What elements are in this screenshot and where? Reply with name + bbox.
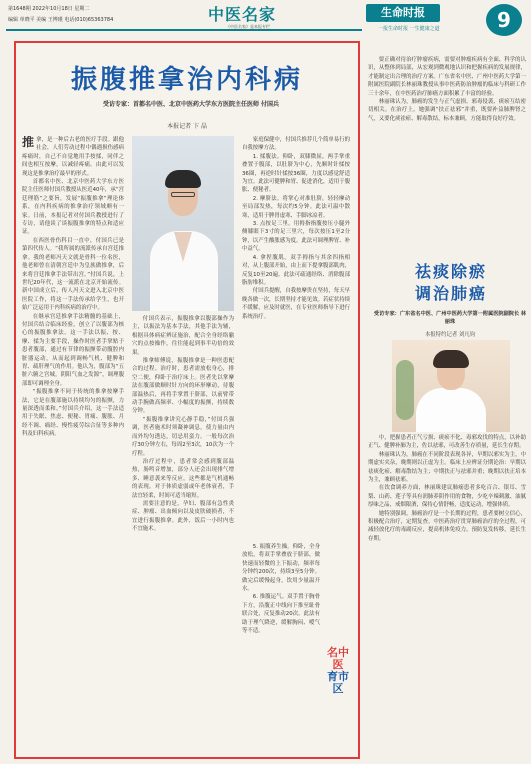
page-header bbox=[0, 0, 531, 38]
vertical-tag-a: 名中医 bbox=[327, 646, 349, 671]
section-title: 中医名家 bbox=[208, 5, 277, 24]
photo-plant bbox=[396, 360, 414, 420]
sidebar-intro-paragraph: 林丽珠认为，肺癌的发生与正气虚损、邪毒侵袭、痰瘀互结密切相关。在治疗上，她强调“扶正祛邪”并重，既要补益肺脾肾之气，又要化痰祛瘀、解毒散结，标本兼顾，方能取得良好疗效。 bbox=[368, 99, 526, 122]
column-3-paragraph: 家庭保健中，付国兵推荐几个简单易行的自我按摩方法。 bbox=[242, 137, 350, 152]
issue-info: 第1648期 2022年10月18日 星期二 bbox=[8, 6, 90, 12]
newspaper-logo: 生命时报 bbox=[366, 4, 440, 22]
sidebar-intro-paragraph: 要正确对待治疗肿瘤疾病，需要对肿瘤疾病有全面、科学的认识，从整体到局部，从宏观到微观地认识和把握疾病的发展规律，才能制定出合理的治疗方案。广东省名中医、广州中医药大学第一附属医院副院长林丽珠教授从事中医药防治肿瘤的临床与科研工作三十余年，在中医药治疗肺癌方面积累了丰富的经验。 bbox=[368, 57, 526, 97]
sidebar-body bbox=[368, 434, 526, 756]
sidebar-intro bbox=[368, 56, 526, 256]
sidebar-reporter: 本报特约记者 刘凡钧 bbox=[424, 332, 476, 338]
photo-white-coat bbox=[416, 388, 486, 432]
sidebar-body-paragraph: 中，把握患者正气亏损、痰瘀不化、毒邪攻伐的特点，以补助正气、健脾补肺为主，佐以祛邪，可改善生存质量，延长生存期。 bbox=[368, 435, 526, 450]
column-1-paragraph: 拿，是一种后古老的医疗手段。跟他社会，人们劳动过程中偶遇损伤感病疼痛时，自己不自觉地用手按揉，同伴之间也相互按摩，以减轻疼痛。由此可以发现这是推拿治疗最早的形式。 bbox=[22, 137, 124, 177]
column-1-text bbox=[22, 136, 124, 439]
vertical-tag-b: 育市区 bbox=[327, 670, 349, 695]
sidebar-title bbox=[376, 261, 526, 305]
newspaper-slogan: 一报生命时报 一生健康之道 bbox=[378, 26, 440, 32]
article-column-4 bbox=[242, 543, 320, 754]
expert-photo bbox=[132, 136, 234, 311]
sidebar-title-line: 祛痰除瘀 bbox=[414, 262, 487, 281]
column-4-paragraph: 5. 振腹养生操。仰卧，全身放松，将双手掌叠放于脐部，做快速而轻微的上下振动，频率每分钟约200次，持续3至5分钟。做完后缓慢起身，饮用少量温开水。 bbox=[242, 544, 320, 593]
article-column-3 bbox=[242, 136, 350, 544]
main-article[interactable] bbox=[14, 41, 360, 759]
sidebar-body-paragraph: 她特别强调，肺癌治疗是一个长期的过程，患者要树立信心，积极配合治疗，定期复查。中医药治疗贯穿肺癌治疗的全过程，可减轻放化疗的毒副反应，提高机体免疫力，预防复发转移，延长生存期。 bbox=[368, 510, 526, 542]
article-title: 振腹推拿治内科病 bbox=[70, 65, 303, 95]
page-number: 9 bbox=[486, 4, 522, 36]
article-column-2 bbox=[132, 315, 234, 754]
column-3-paragraph: 4. 拿捏腹肌。双手拇指与其余四指相对，从上腹部开始，由上而下提拿腹部肌肉，反复10至20遍。此法可疏通经络、消除腹部脂肪堆积。 bbox=[242, 254, 350, 286]
column-1-paragraph: “振腹推拿不同于传统的推拿按摩手法，它是在腹部施以持续均匀的振颤，力量深透而柔和。”付国兵介绍，这一手法适用于失眠、焦虑、便秘、胃痛、腹胀、月经不调、痛经、慢性疲劳综合征等多种内科及妇科疾病。 bbox=[22, 389, 124, 438]
column-2-paragraph: 推拿师傅说，振腹推拿是一种医患配合的过程。治疗时，患者需放松身心，排空二便，仰卧于治疗床上。医者先以掌摩法在腹部做顺时针方向的环形摩动，待腹部温热后，再将手掌置于脐部，以前臂带动手腕做高频率、小幅度的振颤，持续数分钟。 bbox=[132, 358, 234, 415]
sidebar-byline: 受访专家：广东省名中医、广州中医药大学第一附属医院副院长 林丽珠 bbox=[373, 311, 527, 325]
column-2-paragraph: “振腹推拿讲究心静手稳，”付国兵强调，医者施术时须凝神调息，使力量由内而外均匀透达，切忌用蛮力。一般每次治疗30分钟左右，每周2至3次，10次为一个疗程。 bbox=[132, 416, 234, 457]
column-2-paragraph: 付国兵表示，振腹推拿以腹部操作为主，以振法为基本手法，其他手法为辅，根据具体病症辨证施治，配合全身经络腧穴的点按操作，往往能起到事半功倍的效果。 bbox=[132, 316, 234, 356]
section-subtitle: 《中医名家》是本报专栏 bbox=[226, 24, 270, 29]
column-1-paragraph: 首都名中医、北京中医药大学东方医院主任医师付国兵教授从医近40年，承“宫廷理筋”之要旨，发展“振腹推拿”理论体系，在内科疾病的推拿治疗领域颇有一家。日前，本报记者对付国兵教授进行了专访，请他谈了谈振腹推拿的特点和适应证。 bbox=[22, 179, 124, 236]
photo-hair bbox=[165, 170, 201, 188]
drop-cap: 推 bbox=[22, 136, 35, 149]
column-3-paragraph: 3. 点按足三里。用拇指指腹按压小腿外侧膝眼下3寸的足三里穴，每次按压1至2分钟，以产生酸胀感为度。此法可调理脾胃、补中益气。 bbox=[242, 221, 350, 253]
column-3-paragraph: 1. 揉腹法。仰卧，双膝微屈，两手掌重叠置于腹部，以肚脐为中心，先顺时针揉按36圈，再逆时针揉按36圈，力度以感觉舒适为宜。此法可健脾和胃、促进消化，适用于腹胀、便秘者。 bbox=[242, 153, 350, 194]
header-rule bbox=[6, 29, 362, 31]
column-1-paragraph: 在西医骨伤科目一直中，付国兵已是第四代传人。“我所属的流派传承自宫廷推拿。我的老师冯天文就是骨科一位名医，他老师曾在清朝宫廷中为皇族做推拿，后来将宫廷推拿手法带出宫。”付国兵说，上世纪20年代，这一流派在北京开始流传。新中国成立后，传人冯天文进入北京中医医院工作，将这一手法传承给学生，也开始广泛运用于内科疾病的治疗中。 bbox=[22, 237, 124, 312]
column-3-paragraph: 2. 摩脐法。将掌心对准肚脐，轻轻摩动至局部发热，每次约5分钟。此法可温中散寒，适用于脾胃虚寒、手脚冰凉者。 bbox=[242, 195, 350, 219]
photo-glasses bbox=[171, 192, 195, 197]
article-byline: 受访专家：首都名中医、北京中医药大学东方医院主任医师 付国兵 bbox=[102, 101, 280, 108]
photo-hair bbox=[433, 350, 469, 368]
editor-info: 编辑 单晓平 美编 王博瑾 电话(010)65363784 bbox=[8, 17, 114, 23]
sidebar-title-line: 调治肺癌 bbox=[414, 284, 487, 303]
column-4-paragraph: 6. 推腹运气。双手置于胸骨下方，沿腹正中线向下推至耻骨联合处，反复推动20次。此法有助于理气降逆，缓解胸闷、嗳气等不适。 bbox=[242, 594, 320, 635]
column-1-paragraph: 在继承宫廷推拿手法精髓的基础上，付国兵结合临床经验，创立了以腹部为核心的振腹推拿法。这一手法以振、按、摩、揉为主要手段，操作时医者手掌贴于患者腹部，通过有节律的振颤带动腹腔内脏器运动，从而起到调畅气机、健脾和胃、疏肝理气的作用。他认为，腹部为“五脏六腑之宫城，阴阳气血之发源”，调理腹部即可调理全身。 bbox=[22, 313, 124, 387]
column-2-paragraph: 需要注意的是，孕妇、腹部有急性炎症、肿瘤、出血倾向以及皮肤破损者，不宜进行振腹推拿。此外，饭后一小时内也不宜施术。 bbox=[132, 500, 234, 533]
sidebar-body-paragraph: 林丽珠认为，肺癌在不同阶段表现各异，早期以邪实为主，中期虚实夹杂，晚期则以正虚为主。临床上应辨证分期论治：早期以祛痰化瘀、解毒散结为主；中期扶正与祛邪并重；晚期以扶正培本为主，兼顾祛邪。 bbox=[368, 451, 526, 484]
sidebar-body-paragraph: 在饮食调养方面，林丽珠建议肺癌患者多吃百合、银耳、雪梨、山药、莲子等具有润肺养阴作用的食物，少吃辛辣刺激、油腻厚味之品，戒烟限酒，保持心情舒畅，适度运动，增强体质。 bbox=[368, 485, 526, 509]
vertical-tag bbox=[325, 647, 351, 699]
article-reporter: 本报记者 卞 晶 bbox=[167, 123, 207, 130]
column-3-paragraph: 付国兵提醒，自我按摩贵在坚持，每天早晚各做一次，长期坚持才能见效。若症状持续不缓解，应及时就医，在专业医师指导下进行系统治疗。 bbox=[242, 288, 350, 320]
article-column-1 bbox=[22, 136, 124, 754]
column-2-paragraph: 治疗过程中，患者常会感到腹部温热，肠鸣音增加，部分人还会出现排气增多、睡意袭来等反应，这些都是气机通畅的表现。对于体质虚弱或年老体衰者，手法宜轻柔，时间可适当缩短。 bbox=[132, 458, 234, 499]
sidebar-expert-photo bbox=[392, 340, 510, 432]
